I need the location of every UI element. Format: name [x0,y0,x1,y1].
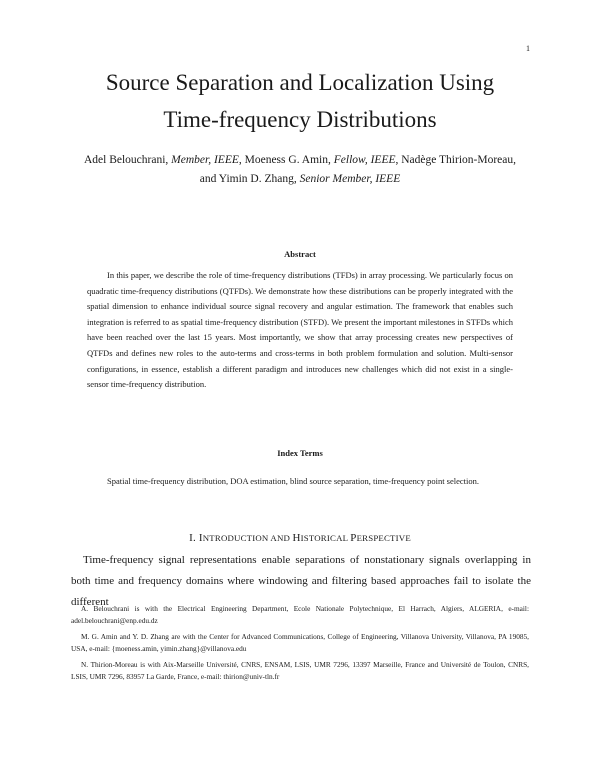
section-title-smallcaps: ERSPECTIVE [356,533,411,543]
abstract-body: In this paper, we describe the role of time-frequency distributions (TFDs) in array processing. We particularly focus on quadratic time-frequency distributions (QTFDs). We demonstrate how these distributions can be properly integrated with the spatial dimension to enhance individual source signal recovery and angular estimation. The framework that enables such integration is referred to as spatial time-frequency distribution (STFD). We present the important milestones in STFDs which have been reached over the last 15 years. Most importantly, we show that array processing creates new perspectives of QTFDs and defines new roles to the auto-terms and cross-terms in both problem formulation and solution. Multi-sensor configurations, in essence, establish a different paradigm and introduces new challenges which did not exist in a single-sensor time-frequency distribution. [87,270,513,390]
section-title-smallcaps: NTRODUCTION AND [202,533,293,543]
author-name: Adel Belouchrani, [83,154,172,166]
section-heading [0,532,600,544]
abstract-heading: Abstract [284,249,316,259]
section-title-cap: H [292,532,301,544]
section-title-cap: P [350,532,357,544]
section-numeral: I. [189,532,199,544]
footnotes [71,603,529,686]
index-terms-heading: Index Terms [277,448,323,458]
footnote-affiliation: N. Thirion-Moreau is with Aix-Marseille Université, CNRS, ENSAM, LSIS, UMR 7296, 13397 Marseille, France and Université de Toulon, CNRS, LSIS, UMR 7296, 83957 La Garde, France, e-mail: thirion@univ-tln.fr [71,659,529,682]
author-name: , Moeness G. Amin, [238,154,334,166]
page-number: 1 [526,44,530,53]
title-line-2: Time-frequency Distributions [163,107,437,132]
section-title-cap: I [198,532,203,544]
author-list [60,151,540,189]
author-name: and Yimin D. Zhang, [199,173,300,185]
author-role: Member, IEEE [171,154,239,166]
paper-title [0,64,600,138]
intro-paragraph: Time-frequency signal representations enable separations of nonstationary signals overlapping in both time and frequency domains where windowing and filtering based approaches fail to isolate the different [71,554,531,608]
author-role: Fellow, IEEE [333,154,396,166]
index-terms-body: Spatial time-frequency distribution, DOA estimation, blind source separation, time-frequency point selection. [107,476,480,486]
section-title-smallcaps: ISTORICAL [300,533,351,543]
title-line-1: Source Separation and Localization Using [105,70,495,95]
author-role: Senior Member, IEEE [299,173,401,185]
footnote-affiliation: A. Belouchrani is with the Electrical Engineering Department, Ecole Nationale Polytechnique, El Harrach, Algiers, ALGERIA, e-mail: adel.belouchrani@enp.edu.dz [71,604,529,626]
author-name: , Nadège Thirion-Moreau, [395,154,516,166]
footnote-affiliation: M. G. Amin and Y. D. Zhang are with the Center for Advanced Communications, College of Engineering, Villanova University, Villanova, PA 19085, USA, e-mail: {moeness.amin, yimin.zhang}@villanova.edu [71,631,529,654]
